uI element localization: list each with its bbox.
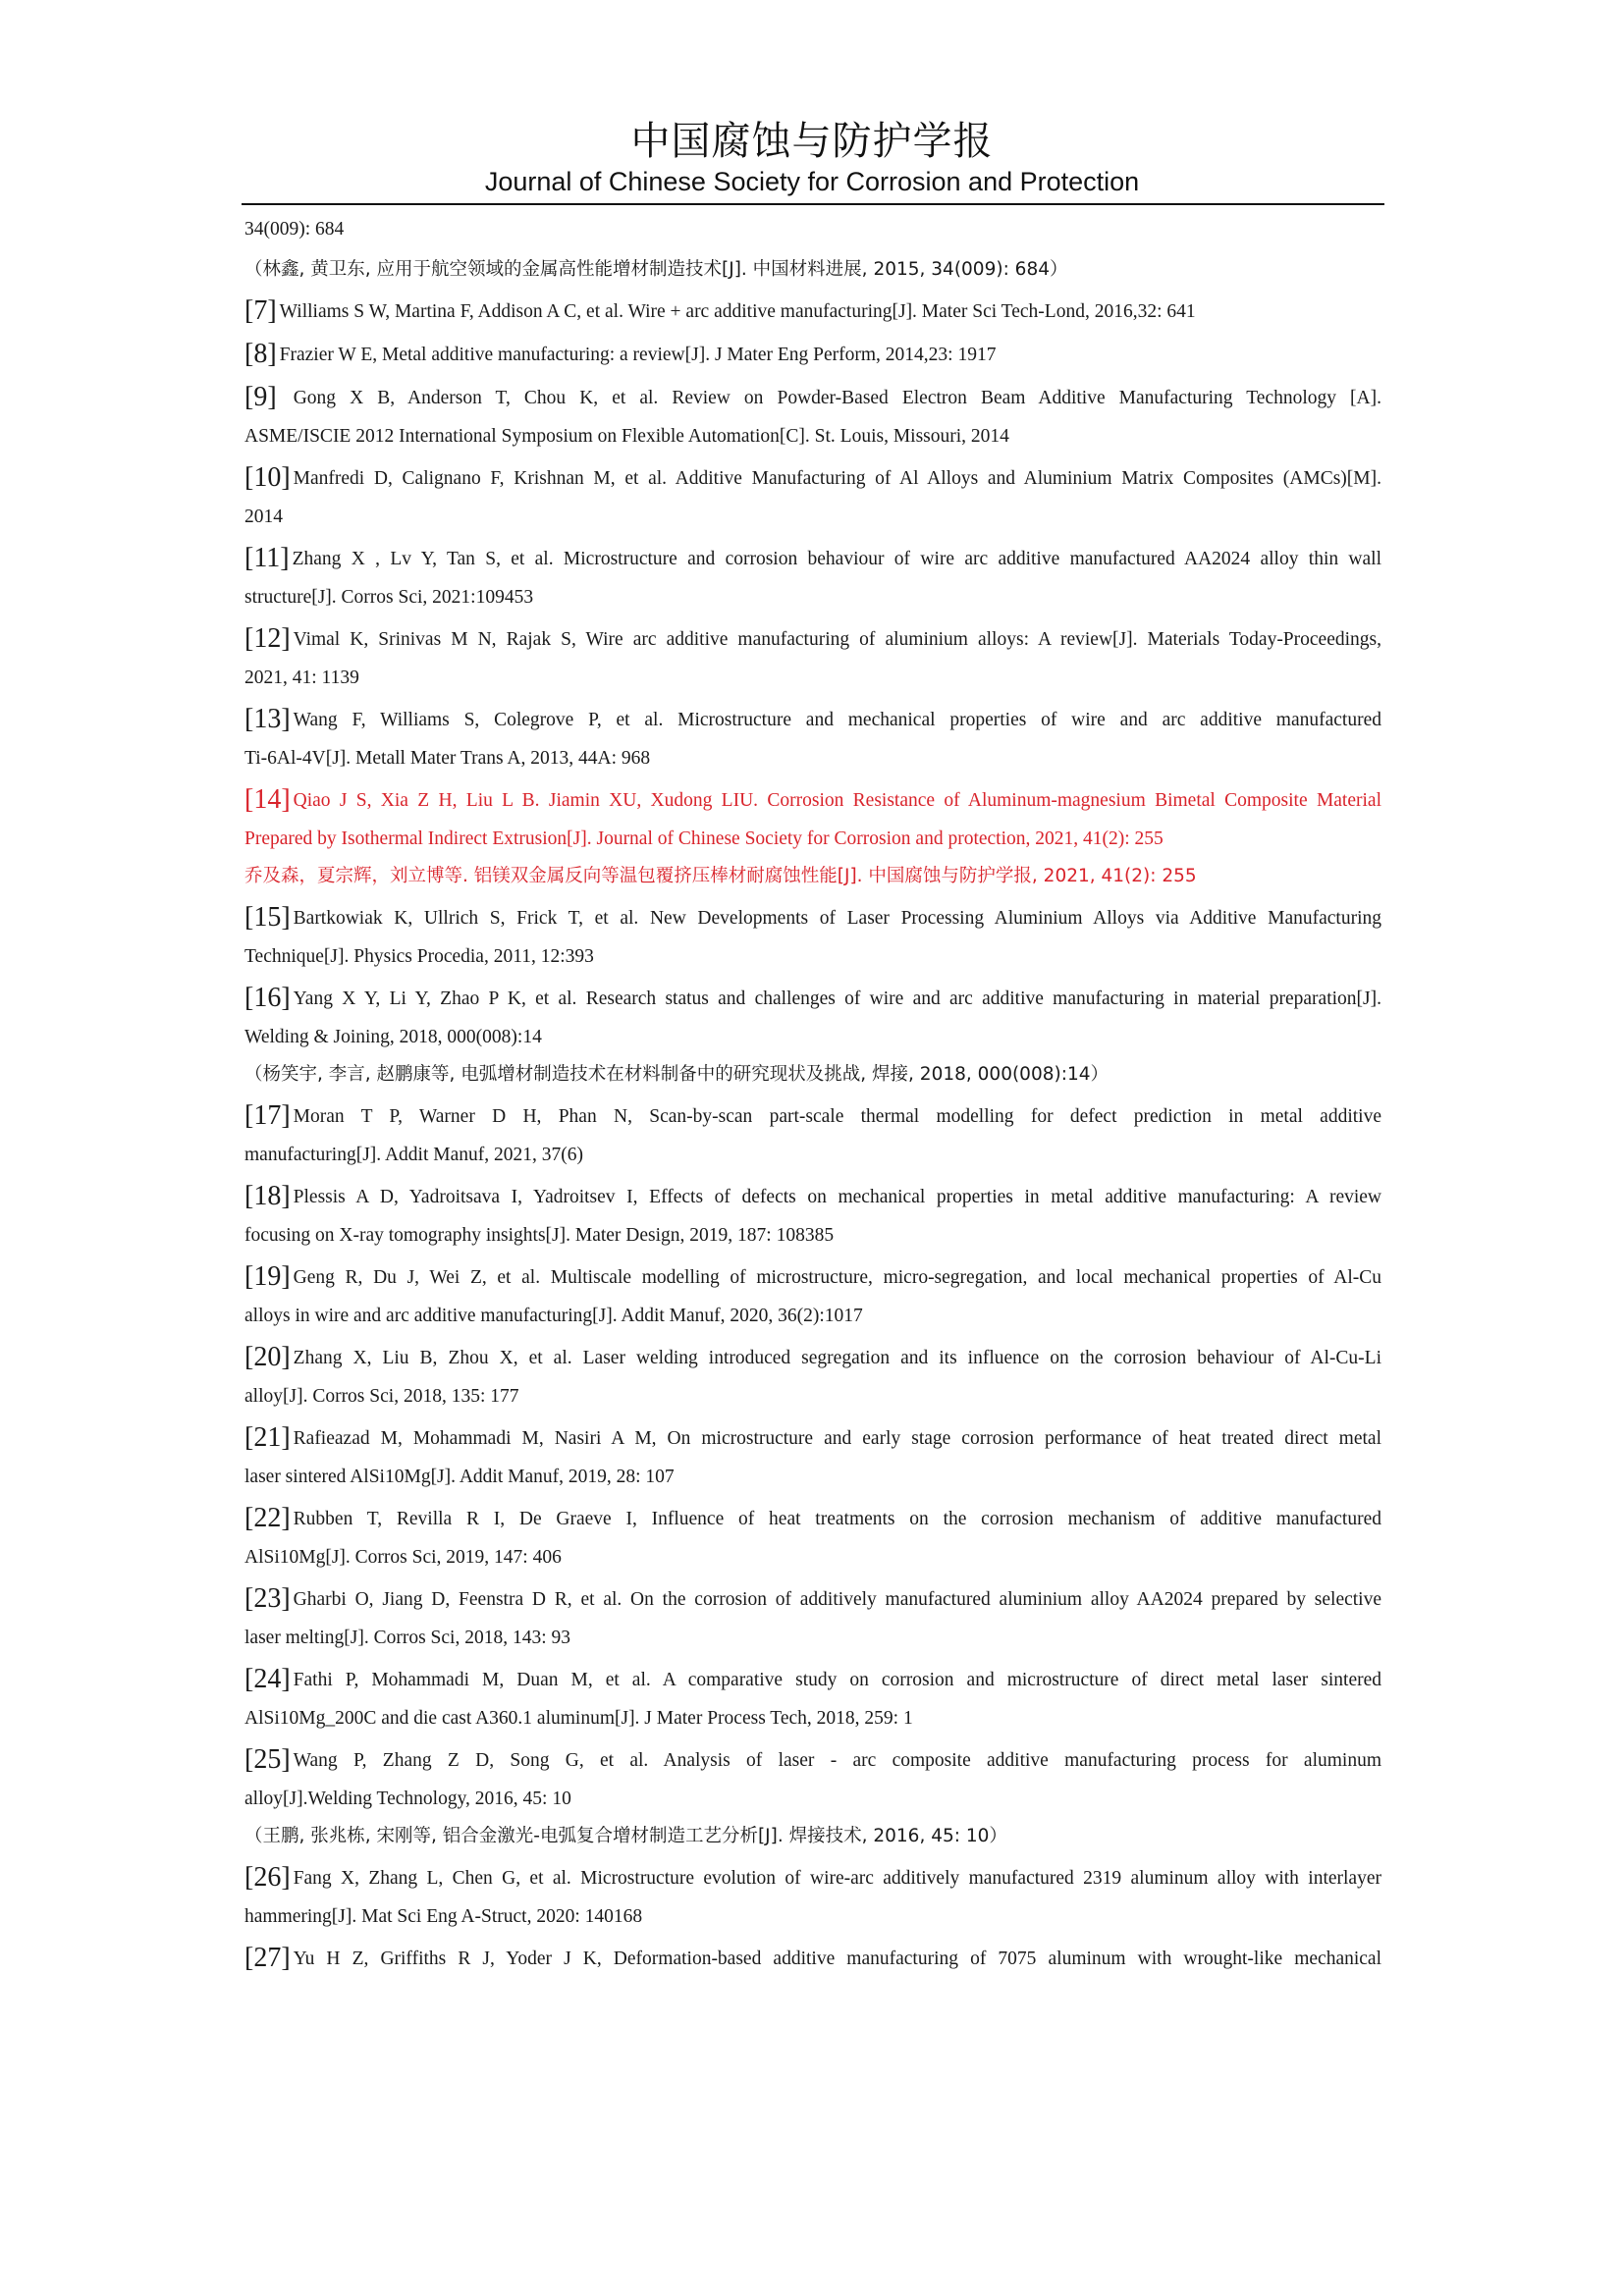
- journal-title-chinese: 中国腐蚀与防护学报: [630, 119, 994, 164]
- reference-continuation: [244, 216, 1381, 243]
- reference-text-line: Rafieazad M, Mohammadi M, Nasiri A M, On microstructure and early stage corrosion performance of heat treated direct metal: [293, 1428, 1381, 1449]
- reference-item-14-highlighted: [244, 785, 1381, 890]
- reference-number: [27]: [244, 1944, 291, 1973]
- reference-item-9: [244, 383, 1381, 451]
- reference-text-line: Yu H Z, Griffiths R J, Yoder J K, Deformation-based additive manufacturing of 7075 aluminum with wrought-like mechanical: [293, 1949, 1381, 1969]
- reference-item-10: [244, 463, 1381, 531]
- reference-text-line: manufacturing[J]. Addit Manuf, 2021, 37(6): [244, 1145, 583, 1165]
- reference-text-line: alloy[J]. Corros Sci, 2018, 135: 177: [244, 1386, 519, 1407]
- reference-text-line: laser sintered AlSi10Mg[J]. Addit Manuf, 2019, 28: 107: [244, 1467, 675, 1487]
- reference-item-17: [244, 1101, 1381, 1169]
- reference-text-line: structure[J]. Corros Sci, 2021:109453: [244, 587, 534, 608]
- reference-item-25: [244, 1745, 1381, 1850]
- reference-text-line: Williams S W, Martina F, Addison A C, et al. Wire + arc additive manufacturing[J]. Mater Sci Tech-Lond, 2016,32: 641: [279, 301, 1196, 322]
- reference-text-line: Technique[J]. Physics Procedia, 2011, 12:393: [244, 946, 594, 967]
- reference-text-line: laser melting[J]. Corros Sci, 2018, 143: 93: [244, 1628, 571, 1648]
- reference-item-20: [244, 1343, 1381, 1411]
- reference-number: [12]: [244, 624, 291, 654]
- reference-item-8: [244, 340, 1381, 370]
- reference-text-line: AlSi10Mg[J]. Corros Sci, 2019, 147: 406: [244, 1547, 562, 1568]
- reference-text-line: Moran T P, Warner D H, Phan N, Scan-by-scan part-scale thermal modelling for defect prediction in metal additive: [293, 1106, 1381, 1127]
- reference-text-line: 2014: [244, 507, 283, 527]
- reference-text-line: Manfredi D, Calignano F, Krishnan M, et al. Additive Manufacturing of Al Alloys and Aluminium Matrix Composites (AMCs)[M].: [293, 468, 1381, 489]
- reference-text-line: Frazier W E, Metal additive manufacturing: a review[J]. J Mater Eng Perform, 2014,23: 1917: [279, 345, 997, 365]
- reference-item-16: [244, 984, 1381, 1089]
- reference-text-line: ASME/ISCIE 2012 International Symposium on Flexible Automation[C]. St. Louis, Missouri, 2014: [244, 426, 1009, 447]
- reference-item-26: [244, 1863, 1381, 1931]
- reference-text-line: focusing on X-ray tomography insights[J]. Mater Design, 2019, 187: 108385: [244, 1225, 835, 1246]
- reference-item-23: [244, 1584, 1381, 1652]
- reference-text-line: Bartkowiak K, Ullrich S, Frick T, et al. New Developments of Laser Processing Aluminium Alloys via Additive Manufacturing: [293, 908, 1381, 929]
- reference-number: [9]: [244, 383, 277, 412]
- reference-number: [11]: [244, 544, 290, 573]
- reference-note-line: （林鑫, 黄卫东, 应用于航空领域的金属高性能增材制造技术[J]. 中国材料进展, 2015, 34(009): 684）: [244, 259, 1068, 280]
- reference-item-24: [244, 1665, 1381, 1733]
- reference-chinese-note: [244, 256, 1381, 284]
- reference-text-line: AlSi10Mg_200C and die cast A360.1 aluminum[J]. J Mater Process Tech, 2018, 259: 1: [244, 1708, 913, 1729]
- reference-text-line: Prepared by Isothermal Indirect Extrusion[J]. Journal of Chinese Society for Corrosion and protection, 2021, 41(2): 255: [244, 828, 1164, 849]
- reference-number: [19]: [244, 1262, 291, 1292]
- reference-number: [18]: [244, 1182, 291, 1211]
- reference-number: [25]: [244, 1745, 291, 1775]
- reference-text-line: Welding & Joining, 2018, 000(008):14: [244, 1027, 542, 1047]
- reference-number: [22]: [244, 1504, 291, 1533]
- reference-item-21: [244, 1423, 1381, 1491]
- reference-item-7: [244, 296, 1381, 327]
- reference-text-line: alloy[J].Welding Technology, 2016, 45: 10: [244, 1789, 571, 1809]
- reference-text-line: Zhang X , Lv Y, Tan S, et al. Microstructure and corrosion behaviour of wire arc additive manufactured AA2024 alloy thin wall: [292, 549, 1381, 569]
- reference-item-22: [244, 1504, 1381, 1572]
- reference-item-27: [244, 1944, 1381, 1974]
- reference-number: [20]: [244, 1343, 291, 1372]
- header-divider: [242, 203, 1384, 205]
- reference-number: [10]: [244, 463, 291, 493]
- reference-text-line: hammering[J]. Mat Sci Eng A-Struct, 2020: 140168: [244, 1906, 643, 1927]
- reference-item-13: [244, 705, 1381, 773]
- reference-list: [244, 214, 1381, 1974]
- reference-text-line: Wang F, Williams S, Colegrove P, et al. Microstructure and mechanical properties of wire and arc additive manufactured: [293, 710, 1381, 730]
- reference-text-line: 34(009): 684: [244, 219, 345, 240]
- reference-number: [7]: [244, 296, 277, 326]
- reference-text-line: Fathi P, Mohammadi M, Duan M, et al. A comparative study on corrosion and microstructure of direct metal laser sintered: [293, 1670, 1381, 1690]
- reference-number: [24]: [244, 1665, 291, 1694]
- reference-text-line: Geng R, Du J, Wei Z, et al. Multiscale modelling of microstructure, micro-segregation, and local mechanical properties of Al-Cu: [293, 1267, 1381, 1288]
- reference-number: [26]: [244, 1863, 291, 1893]
- reference-number: [17]: [244, 1101, 291, 1131]
- journal-title-english: Journal of Chinese Society for Corrosion and Protection: [484, 167, 1140, 196]
- reference-text-line: Vimal K, Srinivas M N, Rajak S, Wire arc additive manufacturing of aluminium alloys: A review[J]. Materials Today-Proceedings,: [293, 629, 1381, 650]
- reference-item-15: [244, 903, 1381, 971]
- reference-text-line: Zhang X, Liu B, Zhou X, et al. Laser welding introduced segregation and its influence on the corrosion behaviour of Al-Cu-Li: [293, 1348, 1381, 1368]
- reference-text-line: Rubben T, Revilla R I, De Graeve I, Influence of heat treatments on the corrosion mechanism of additive manufactured: [293, 1509, 1381, 1529]
- reference-note-line: （杨笑宇, 李言, 赵鹏康等, 电弧增材制造技术在材料制备中的研究现状及挑战, 焊接, 2018, 000(008):14）: [244, 1064, 1109, 1085]
- reference-note-line: （王鹏, 张兆栋, 宋刚等, 铝合金激光-电弧复合增材制造工艺分析[J]. 焊接技术, 2016, 45: 10）: [244, 1826, 1007, 1846]
- reference-number: [21]: [244, 1423, 291, 1453]
- reference-text-line: Fang X, Zhang L, Chen G, et al. Microstructure evolution of wire-arc additively manufactured 2319 aluminum alloy with interlayer: [293, 1868, 1381, 1889]
- reference-item-11: [244, 544, 1381, 612]
- reference-item-19: [244, 1262, 1381, 1330]
- reference-number: [23]: [244, 1584, 291, 1614]
- reference-text-line: Wang P, Zhang Z D, Song G, et al. Analysis of laser - arc composite additive manufacturing process for aluminum: [293, 1750, 1381, 1771]
- reference-text-line: Qiao J S, Xia Z H, Liu L B. Jiamin XU, Xudong LIU. Corrosion Resistance of Aluminum-magnesium Bimetal Composite Material: [293, 790, 1381, 811]
- reference-text-line: alloys in wire and arc additive manufacturing[J]. Addit Manuf, 2020, 36(2):1017: [244, 1306, 863, 1326]
- reference-number: [16]: [244, 984, 291, 1013]
- reference-text-line: 2021, 41: 1139: [244, 667, 359, 688]
- reference-text-line: Ti-6Al-4V[J]. Metall Mater Trans A, 2013, 44A: 968: [244, 748, 651, 769]
- reference-text-line: Gharbi O, Jiang D, Feenstra D R, et al. On the corrosion of additively manufactured aluminium alloy AA2024 prepared by selective: [293, 1589, 1381, 1610]
- reference-number: [15]: [244, 903, 291, 933]
- reference-item-18: [244, 1182, 1381, 1250]
- reference-item-12: [244, 624, 1381, 692]
- reference-number: [13]: [244, 705, 291, 734]
- reference-text-line: Plessis A D, Yadroitsava I, Yadroitsev I, Effects of defects on mechanical properties in metal additive manufacturing: A review: [293, 1187, 1381, 1207]
- reference-number: [14]: [244, 785, 291, 815]
- reference-text-line: Gong X B, Anderson T, Chou K, et al. Review on Powder-Based Electron Beam Additive Manufacturing Technology [A].: [279, 388, 1381, 408]
- reference-text-line: Yang X Y, Li Y, Zhao P K, et al. Research status and challenges of wire and arc additive manufacturing in material preparation[J].: [293, 988, 1381, 1009]
- reference-number: [8]: [244, 340, 277, 369]
- reference-chinese-line: 乔及森，夏宗辉，刘立博等. 铝镁双金属反向等温包覆挤压棒材耐腐蚀性能[J]. 中国腐蚀与防护学报, 2021, 41(2): 255: [244, 866, 1197, 886]
